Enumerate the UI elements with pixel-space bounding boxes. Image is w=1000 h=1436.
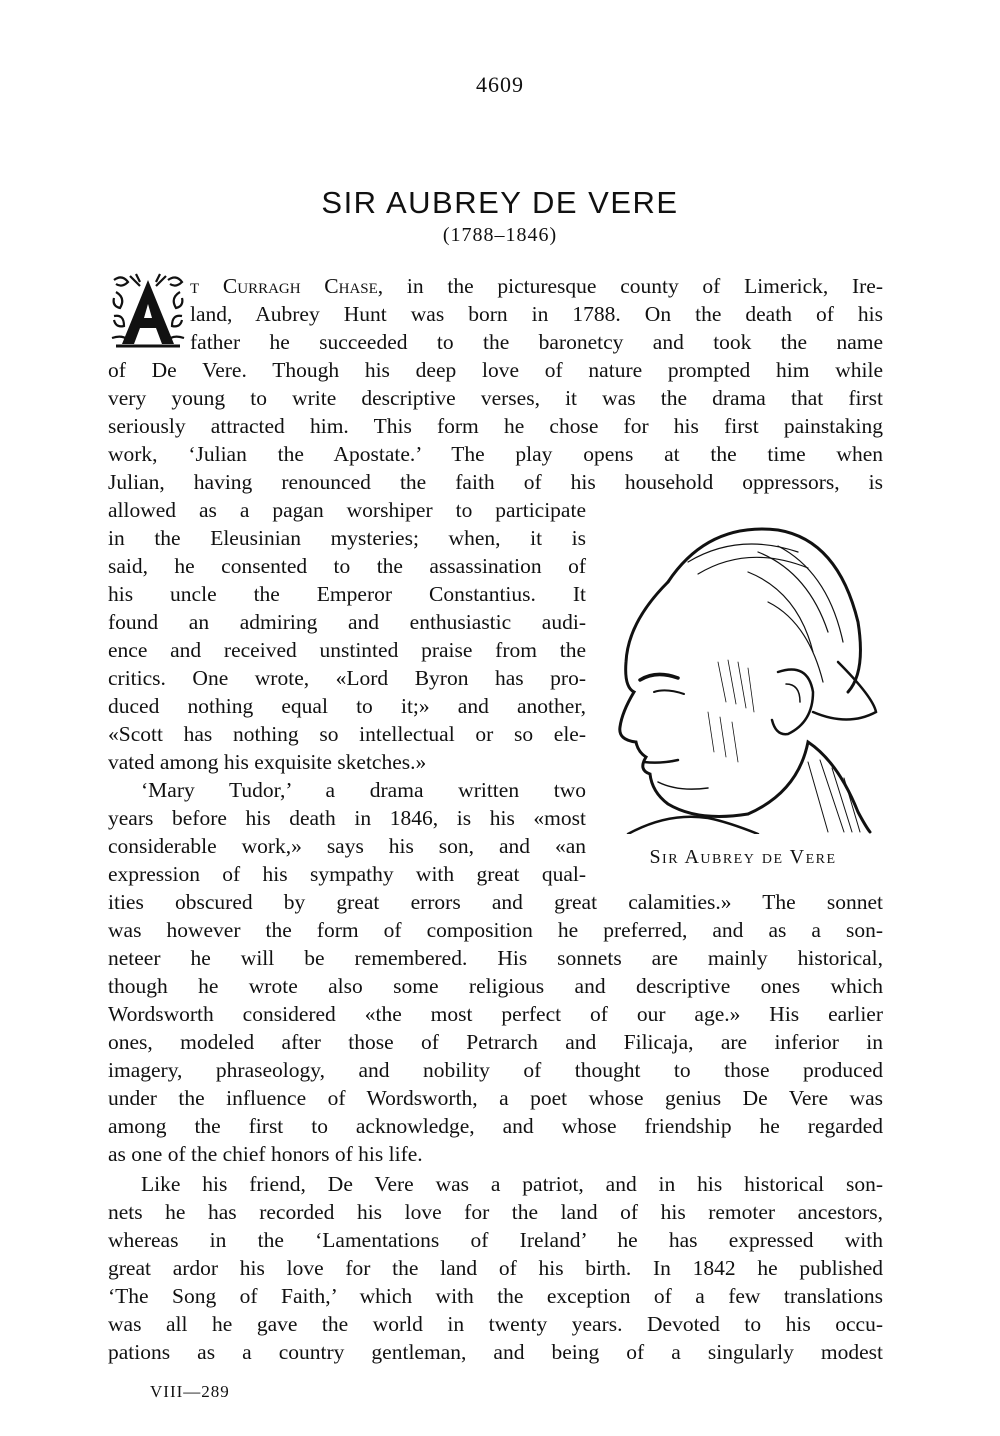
portrait-engraving (608, 512, 880, 834)
opening-rest: in the picturesque county of Limerick, Ire- (383, 274, 883, 298)
text-line: Wordsworth considered «the most perfect of our age.» His earlier (108, 1002, 883, 1026)
ornamental-drop-cap-a-icon (110, 272, 186, 352)
text-line: was all he gave the world in twenty years. Devoted to his occu- (108, 1312, 883, 1336)
text-line: whereas in the ‘Lamentations of Ireland’ he has expressed with (108, 1228, 883, 1252)
text-line: pations as a country gentleman, and being of a singularly modest (108, 1340, 883, 1364)
text-line: ones, modeled after those of Petrarch and Filicaja, are inferior in (108, 1030, 883, 1054)
text-line: ities obscured by great errors and great calamities.» The sonnet (108, 890, 883, 914)
text-line (190, 272, 883, 300)
text-line: considerable work,» says his son, and «an (108, 834, 586, 858)
text-line: of De Vere. Though his deep love of nature prompted him while (108, 358, 883, 382)
text-line: as one of the chief honors of his life. (108, 1142, 423, 1166)
text-line: was however the form of composition he preferred, and as a son- (108, 918, 883, 942)
portrait-caption: Sir Aubrey de Vere (649, 846, 837, 868)
text-line: in the Eleusinian mysteries; when, it is (108, 526, 586, 550)
opening-smallcaps: t Curragh Chase, (190, 274, 384, 298)
text-line: ence and received unstinted praise from the (108, 638, 586, 662)
text-line: Like his friend, De Vere was a patriot, and in his historical son- (141, 1172, 883, 1196)
text-line: said, he consented to the assassination of (108, 554, 586, 578)
text-line: his uncle the Emperor Constantius. It (108, 582, 586, 606)
article-title: SIR AUBREY DE VERE (321, 184, 679, 220)
text-line: vated among his exquisite sketches.» (108, 750, 427, 774)
text-line: among the first to acknowledge, and whose friendship he regarded (108, 1114, 883, 1138)
text-line: work, ‘Julian the Apostate.’ The play opens at the time when (108, 442, 883, 466)
text-line: land, Aubrey Hunt was born in 1788. On the death of his (190, 302, 883, 326)
text-line: nets he has recorded his love for the land of his remoter ancestors, (108, 1200, 883, 1224)
text-line: expression of his sympathy with great qual- (108, 862, 586, 886)
text-line: allowed as a pagan worshiper to participate (108, 498, 586, 522)
text-line: years before his death in 1846, is his «most (108, 806, 586, 830)
text-line: great ardor his love for the land of his birth. In 1842 he published (108, 1256, 883, 1280)
text-line: though he wrote also some religious and descriptive ones which (108, 974, 883, 998)
text-line: father he succeeded to the baronetcy and took the name (190, 330, 883, 354)
text-line: very young to write descriptive verses, it was the drama that first (108, 386, 883, 410)
signature-mark: VIII—289 (150, 1382, 230, 1401)
text-line: «Scott has nothing so intellectual or so ele- (108, 722, 586, 746)
text-line: seriously attracted him. This form he chose for his first painstaking (108, 414, 883, 438)
text-line: imagery, phraseology, and nobility of thought to those produced (108, 1058, 883, 1082)
text-line: found an admiring and enthusiastic audi- (108, 610, 586, 634)
life-dates: (1788–1846) (442, 224, 558, 246)
text-line: Julian, having renounced the faith of his household oppressors, is (108, 470, 883, 494)
text-line: critics. One wrote, «Lord Byron has pro- (108, 666, 586, 690)
page-number: 4609 (476, 72, 524, 97)
text-line: under the influence of Wordsworth, a poet whose genius De Vere was (108, 1086, 883, 1110)
text-line: ‘Mary Tudor,’ a drama written two (141, 778, 586, 802)
text-line: ‘The Song of Faith,’ which with the exception of a few translations (108, 1284, 883, 1308)
text-line: duced nothing equal to it;» and another, (108, 694, 586, 718)
text-line: neteer he will be remembered. His sonnets are mainly historical, (108, 946, 883, 970)
